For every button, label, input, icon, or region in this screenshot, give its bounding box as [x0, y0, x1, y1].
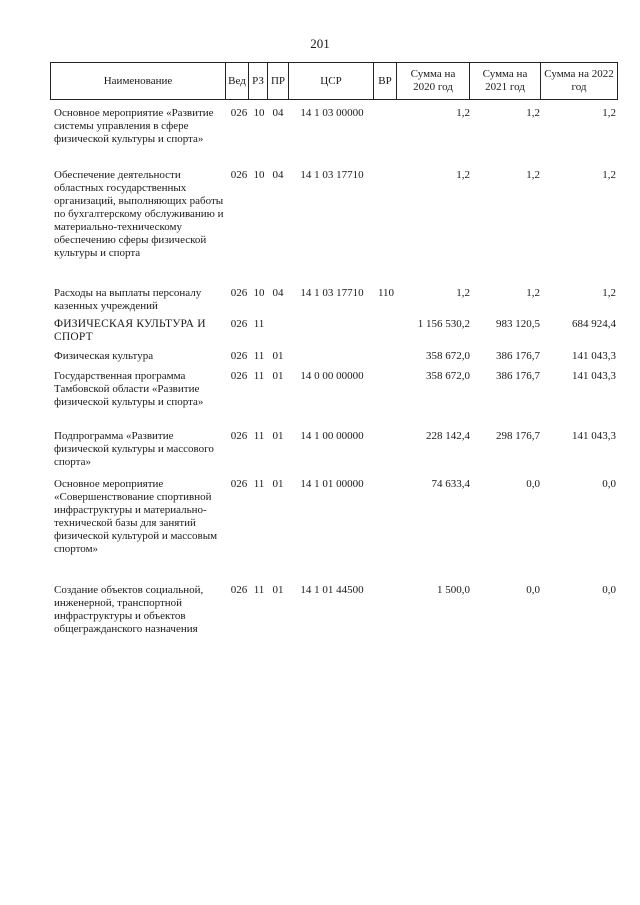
row-ved: 026 [230, 350, 248, 362]
row-pr: 04 [272, 287, 284, 299]
row-sum-2022: 1,2 [602, 169, 616, 181]
row-pr: 01 [272, 370, 284, 382]
row-sum-2022: 0,0 [602, 478, 616, 490]
page-number: 201 [310, 36, 330, 51]
row-ved: 026 [230, 430, 248, 442]
row-rz: 11 [253, 350, 265, 362]
row-sum-2020: 1,2 [456, 107, 470, 119]
row-sum-2021: 386 176,7 [496, 370, 540, 382]
row-sum-2020: 358 672,0 [426, 350, 470, 362]
row-sum-2020: 1 500,0 [437, 584, 470, 596]
row-ved: 026 [230, 370, 248, 382]
row-csr: 14 1 00 00000 [300, 430, 364, 442]
row-name: Основное мероприятие «Развитие системы управления в сфере физической культуры и спорта» [54, 107, 214, 145]
header-vr: ВР [374, 63, 397, 100]
row-sum-2020: 228 142,4 [426, 430, 470, 442]
row-ved: 026 [230, 584, 248, 596]
table-header [50, 62, 618, 100]
row-pr: 04 [272, 169, 284, 181]
row-ved: 026 [230, 478, 248, 490]
row-ved: 026 [230, 287, 248, 299]
header-rz: РЗ [249, 63, 268, 100]
row-sum-2021: 0,0 [526, 584, 540, 596]
header-csr: ЦСР [289, 63, 374, 100]
row-name: ФИЗИЧЕСКАЯ КУЛЬТУРА И СПОРТ [54, 318, 206, 343]
row-name: Государственная программа Тамбовской области «Развитие физической культуры и спорта» [54, 370, 204, 408]
header-pr: ПР [268, 63, 289, 100]
row-pr: 01 [272, 584, 284, 596]
row-rz: 10 [253, 107, 265, 119]
row-sum-2021: 386 176,7 [496, 350, 540, 362]
row-csr: 14 0 00 00000 [300, 370, 364, 382]
row-sum-2021: 0,0 [526, 478, 540, 490]
row-ved: 026 [230, 107, 248, 119]
row-rz: 10 [253, 169, 265, 181]
row-name: Физическая культура [54, 350, 154, 362]
header-sum-2021: Сумма на 2021 год [470, 63, 541, 100]
row-sum-2021: 1,2 [526, 107, 540, 119]
row-sum-2021: 1,2 [526, 169, 540, 181]
row-sum-2022: 684 924,4 [572, 318, 616, 330]
row-pr: 01 [272, 350, 284, 362]
row-rz: 11 [253, 370, 265, 382]
row-sum-2021: 1,2 [526, 287, 540, 299]
row-rz: 11 [253, 430, 265, 442]
row-sum-2020: 74 633,4 [431, 478, 470, 490]
row-rz: 10 [253, 287, 265, 299]
row-sum-2022: 141 043,3 [572, 350, 616, 362]
row-sum-2021: 983 120,5 [496, 318, 540, 330]
row-sum-2022: 1,2 [602, 107, 616, 119]
header-sum-2020: Сумма на 2020 год [397, 63, 470, 100]
row-csr: 14 1 01 00000 [300, 478, 364, 490]
row-csr: 14 1 03 17710 [300, 169, 364, 181]
header-name: Наименование [51, 63, 226, 100]
row-pr: 04 [272, 107, 284, 119]
row-rz: 11 [253, 478, 265, 490]
row-ved: 026 [230, 318, 248, 330]
row-sum-2020: 1,2 [456, 287, 470, 299]
row-name: Подпрограмма «Развитие физической культуры и массового спорта» [54, 430, 214, 468]
row-sum-2022: 0,0 [602, 584, 616, 596]
row-sum-2020: 358 672,0 [426, 370, 470, 382]
row-sum-2022: 141 043,3 [572, 370, 616, 382]
header-ved: Вед [226, 63, 249, 100]
row-ved: 026 [230, 169, 248, 181]
row-csr: 14 1 01 44500 [300, 584, 364, 596]
row-sum-2022: 1,2 [602, 287, 616, 299]
row-csr: 14 1 03 17710 [300, 287, 364, 299]
row-vr: 110 [377, 287, 395, 299]
row-rz: 11 [253, 318, 265, 330]
row-sum-2020: 1,2 [456, 169, 470, 181]
row-name: Основное мероприятие «Совершенствование спортивной инфраструктуры и материально-технической базы для занятий физической культурой и массовым спортом» [54, 478, 218, 555]
row-rz: 11 [253, 584, 265, 596]
row-pr: 01 [272, 478, 284, 490]
header-sum-2022: Сумма на 2022 год [541, 63, 618, 100]
row-sum-2022: 141 043,3 [572, 430, 616, 442]
row-csr: 14 1 03 00000 [300, 107, 364, 119]
row-name: Расходы на выплаты персоналу казенных учреждений [54, 287, 202, 312]
row-name: Обеспечение деятельности областных государственных организаций, выполняющих работы по бухгалтерскому обслуживанию и материально-техническому обеспечению сферы физической культуры и спорта [54, 169, 224, 259]
row-name: Создание объектов социальной, инженерной, транспортной инфраструктуры и объектов общегражданского назначения [54, 584, 204, 635]
row-pr: 01 [272, 430, 284, 442]
row-sum-2020: 1 156 530,2 [417, 318, 470, 330]
row-sum-2021: 298 176,7 [496, 430, 540, 442]
